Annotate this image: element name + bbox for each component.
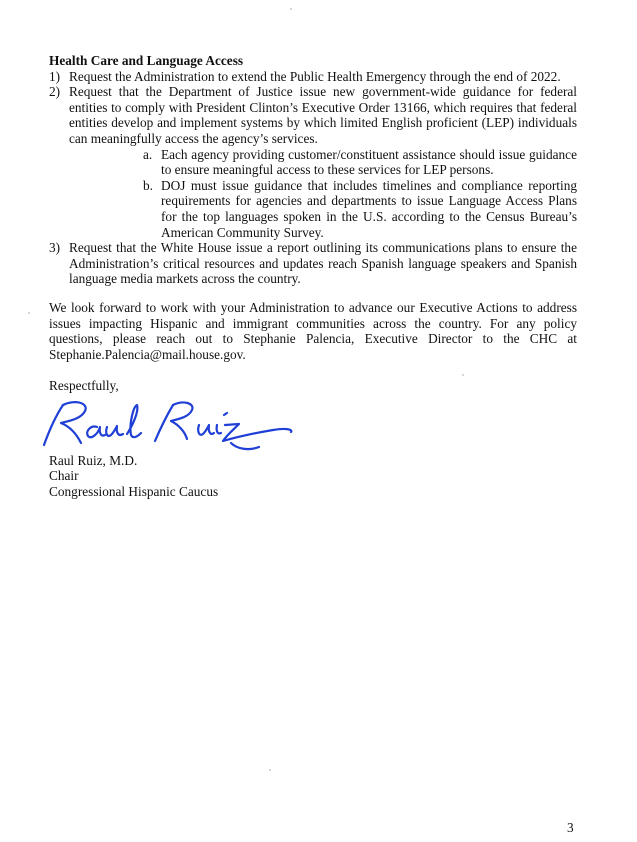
signer-organization: Congressional Hispanic Caucus bbox=[49, 484, 219, 500]
sub-list-item-letter: b. bbox=[143, 177, 153, 193]
sub-list-item-text: Each agency providing customer/constituent assistance should issue guidance to ensure meaningful access to these services for LEP persons. bbox=[161, 146, 577, 178]
scan-speck bbox=[269, 769, 271, 771]
sub-list-item bbox=[143, 178, 577, 240]
list-item bbox=[49, 240, 577, 287]
sub-list bbox=[69, 147, 577, 241]
list-item bbox=[49, 84, 577, 240]
list-item-text: Request the Administration to extend the Public Health Emergency through the end of 2022. bbox=[69, 68, 561, 84]
sub-list-item-letter: a. bbox=[143, 146, 153, 162]
sub-list-item-text: DOJ must issue guidance that includes timelines and compliance reporting requirements for agencies and departments to issue Language Access Plans for the top languages spoken in the U.S. according to the Census Bureau’s American Community Survey. bbox=[161, 177, 577, 240]
list-item bbox=[49, 69, 577, 85]
list-item-number: 3) bbox=[49, 240, 61, 256]
request-list bbox=[49, 69, 577, 287]
signer-title: Chair bbox=[49, 468, 79, 484]
scan-speck bbox=[462, 374, 464, 376]
letter-body bbox=[49, 53, 577, 500]
list-item-text: Request that the Department of Justice issue new government-wide guidance for federal entities to comply with President Clinton’s Executive Order 13166, which requires that federal entities develop and implement systems by which limited English proficient (LEP) individuals can meaningfully access the agency’s services. bbox=[69, 84, 577, 146]
closing-paragraph: We look forward to work with your Administration to advance our Executive Actions to address issues impacting Hispanic and immigrant communities across the country. For any policy questions, please reach out to Stephanie Palencia, Executive Director to the CHC at Stephanie.Palencia@mail.house.gov. bbox=[49, 299, 577, 362]
handwritten-signature bbox=[41, 397, 301, 453]
section-heading: Health Care and Language Access bbox=[49, 53, 244, 68]
signer-name: Raul Ruiz, M.D. bbox=[49, 452, 138, 468]
sub-list-item bbox=[143, 147, 577, 178]
list-item-text: Request that the White House issue a report outlining its communications plans to ensure the Administration’s critical resources and updates reach Spanish language speakers and Spanish language media markets across the country. bbox=[69, 240, 577, 287]
signer-block bbox=[49, 453, 577, 500]
list-item-number: 2) bbox=[49, 84, 61, 100]
signature-icon bbox=[41, 397, 301, 453]
salutation: Respectfully, bbox=[49, 378, 119, 394]
scan-speck bbox=[28, 312, 30, 314]
scan-speck bbox=[290, 8, 292, 10]
page-number: 3 bbox=[567, 820, 574, 835]
list-item-number: 1) bbox=[49, 68, 61, 84]
